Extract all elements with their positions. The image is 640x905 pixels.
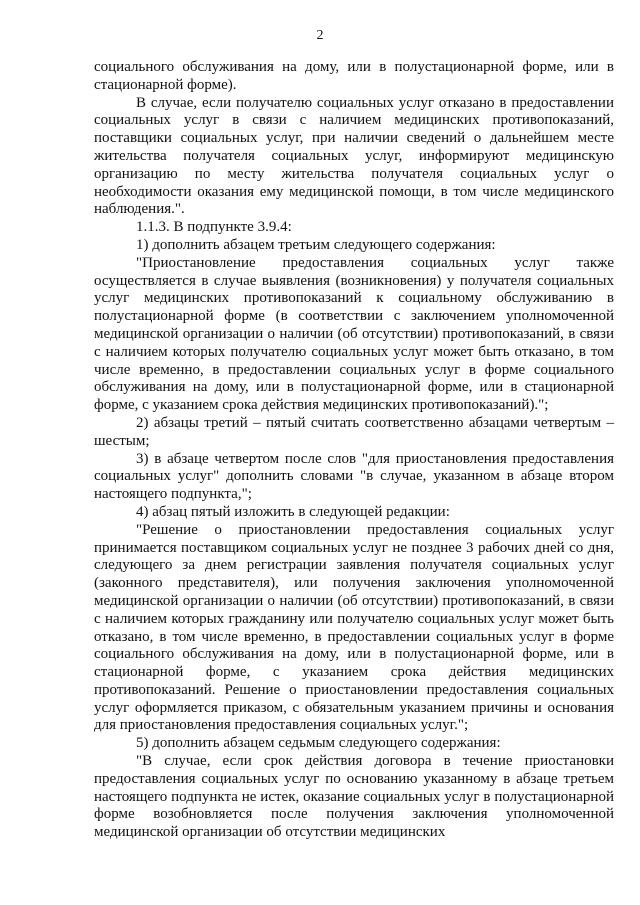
paragraph: 1.1.3. В подпункте 3.9.4: [136, 219, 292, 236]
page-number: 2 [316, 28, 324, 43]
paragraph: социального обслуживания на дому, или в полустационарной форме, или в стационарной форме). [94, 59, 614, 93]
paragraph: "Решение о приостановлении предоставления социальных услуг принимается поставщиком социальных услуг не позднее 3 рабочих дней со дня, следующего за днем регистрации заявления получателя социальных услуг (законного представителя), или получения заключения уполномоченной медицинской организации о наличии (об отсутствии) противопоказаний, в связи с наличием которых гражданину или получателю социальных услуг может быть отказано, в том числе временно, в предоставлении социальных услуг в форме социального обслуживания на дому, или в полустационарной форме, или в стационарной форме, с указанием срока действия медицинских противопоказаний. Решение о приостановлении предоставления социальных услуг оформляется приказом, с обязательным указанием причины и основания для приостановления предоставления социальных услуг."; [94, 521, 614, 734]
document-body [94, 59, 614, 842]
paragraph: 1) дополнить абзацем третьим следующего содержания: [136, 236, 496, 253]
paragraph: 5) дополнить абзацем седьмым следующего содержания: [136, 735, 501, 752]
paragraph: 2) абзацы третий – пятый считать соответственно абзацами четвертым – шестым; [94, 414, 614, 449]
paragraph: 4) абзац пятый изложить в следующей редакции: [136, 503, 450, 520]
paragraph: 3) в абзаце четвертом после слов "для приостановления предоставления социальных услуг" дополнить словами "в случае, указанном в абзаце втором настоящего подпункта,"; [94, 450, 614, 503]
paragraph: "Приостановление предоставления социальных услуг также осуществляется в случае выявления (возникновения) у получателя социальных услуг медицинских противопоказаний к социальному обслуживанию в полустационарной форме (в соответствии с заключением уполномоченной медицинской организации о наличии (об отсутствии) противопоказаний, в связи с наличием которых получателю социальных услуг может быть отказано, в том числе временно, в предоставлении социальных услуг в форме социального обслуживания на дому, или в полустационарной форме, или в стационарной форме, с указанием срока действия медицинских противопоказаний)."; [94, 254, 614, 414]
paragraph: В случае, если получателю социальных услуг отказано в предоставлении социальных услуг в связи с наличием медицинских противопоказаний, поставщики социальных услуг, при наличии сведений о дальнейшем месте жительства получателя социальных услуг, информируют медицинскую организацию по месту жительства получателя социальных услуг о необходимости оказания ему медицинской помощи, в том числе медицинского наблюдения.". [94, 94, 614, 218]
paragraph: "В случае, если срок действия договора в течение приостановки предоставления социальных услуг по основанию указанному в абзаце третьем настоящего подпункта не истек, оказание социальных услуг в полустационарной форме возобновляется после получения заключения уполномоченной медицинской организации об отсутствии медицинских [94, 753, 614, 841]
